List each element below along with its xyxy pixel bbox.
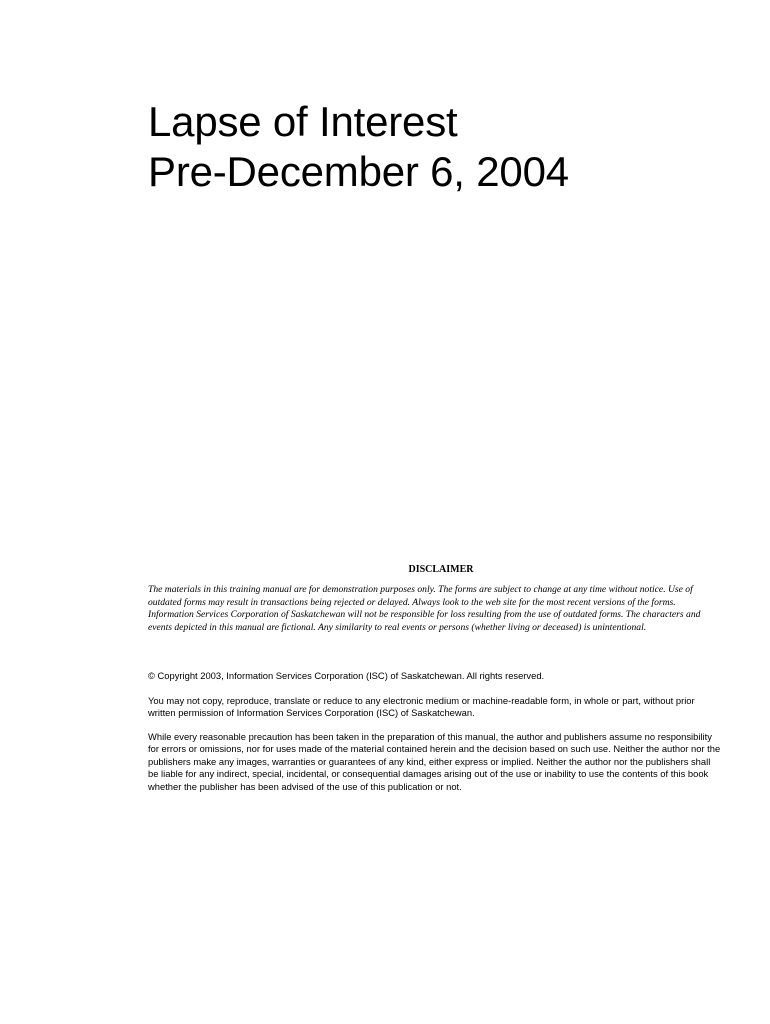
disclaimer-heading-text: DISCLAIMER [408, 564, 474, 575]
title-line-2: Pre-December 6, 2004 [148, 148, 569, 195]
page-title [148, 97, 728, 197]
title-line-1: Lapse of Interest [148, 98, 458, 145]
copy-permission-paragraph: You may not copy, reproduce, translate or reduce to any electronic medium or machine-readable form, in whole or part, without prior written permission of Information Services Corporation (ISC) of Saskatchewan. [148, 695, 695, 719]
disclaimer-paragraph: The materials in this training manual are for demonstration purposes only. The forms are subject to change at any time without notice. Use of outdated forms may result in transactions being rejected or delayed. Always look to the web site for the most recent versions of the forms. Information Services Corporation of Saskatchewan will not be responsible for loss resulting from the use of outdated forms. The characters and events depicted in this manual are fictional. Any similarity to real events or persons (whether living or deceased) is unintentional. [148, 584, 701, 633]
liability-paragraph: While every reasonable precaution has been taken in the preparation of this manual, the author and publishers assume no responsibility for errors or omissions, nor for uses made of the material contained herein and the decision based on such use. Neither the author nor the publishers make any images, warranties or guarantees of any kind, either express or implied. Neither the author nor the publishers shall be liable for any indirect, special, incidental, or consequential damages arising out of the use or inability to use the contents of this book whether the publisher has been advised of the use of this publication or not. [148, 731, 721, 792]
copyright-notice: © Copyright 2003, Information Services Corporation (ISC) of Saskatchewan. All rights reserved. [148, 670, 545, 681]
disclaimer-heading [148, 563, 718, 576]
